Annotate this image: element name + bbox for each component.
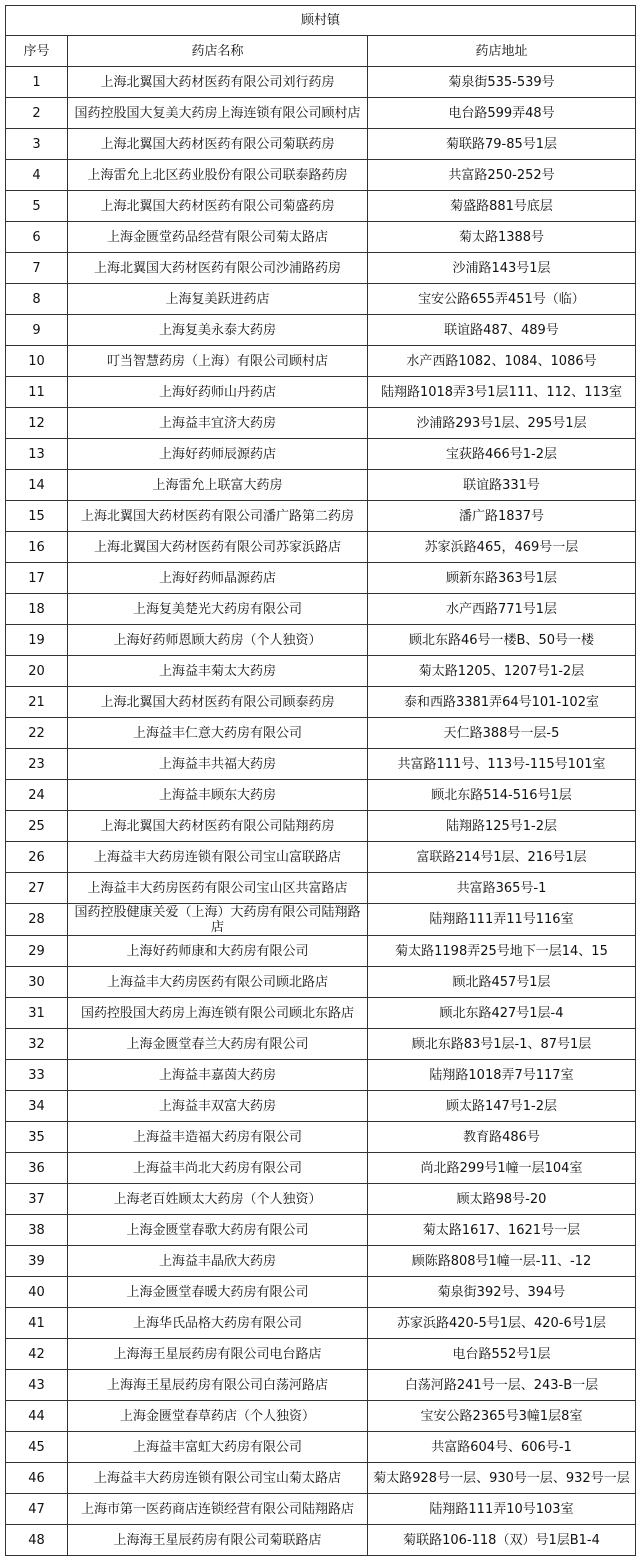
pharmacy-address: 白荡河路241号一层、243-B一层 — [368, 1370, 636, 1401]
row-index: 40 — [6, 1277, 68, 1308]
pharmacy-address: 菊联路106-118（双）号1层B1-4 — [368, 1525, 636, 1556]
row-index: 33 — [6, 1060, 68, 1091]
pharmacy-name: 上海益丰大药房连锁有限公司宝山富联路店 — [68, 842, 368, 873]
pharmacy-name: 上海益丰宜济大药房 — [68, 408, 368, 439]
row-index: 48 — [6, 1525, 68, 1556]
pharmacy-address: 顾太路147号1-2层 — [368, 1091, 636, 1122]
row-index: 34 — [6, 1091, 68, 1122]
pharmacy-name: 上海老百姓顾太大药房（个人独资） — [68, 1184, 368, 1215]
table-row — [6, 1370, 636, 1401]
pharmacy-address: 共富路250-252号 — [368, 160, 636, 191]
pharmacy-address: 顾北东路83号1层-1、87号1层 — [368, 1029, 636, 1060]
pharmacy-address: 沙浦路143号1层 — [368, 253, 636, 284]
table-row — [6, 1246, 636, 1277]
pharmacy-name: 上海复美楚光大药房有限公司 — [68, 594, 368, 625]
pharmacy-name: 上海北翼国大药材医药有限公司苏家浜路店 — [68, 532, 368, 563]
row-index: 16 — [6, 532, 68, 563]
row-index: 18 — [6, 594, 68, 625]
table-row — [6, 1401, 636, 1432]
table-row — [6, 563, 636, 594]
pharmacy-name: 上海好药师辰源药店 — [68, 439, 368, 470]
row-index: 28 — [6, 904, 68, 936]
pharmacy-name: 叮当智慧药房（上海）有限公司顾村店 — [68, 346, 368, 377]
table-row — [6, 1184, 636, 1215]
row-index: 5 — [6, 191, 68, 222]
row-index: 42 — [6, 1339, 68, 1370]
pharmacy-name: 上海金匮堂春暖大药房有限公司 — [68, 1277, 368, 1308]
pharmacy-name: 上海益丰尚北大药房有限公司 — [68, 1153, 368, 1184]
table-row — [6, 967, 636, 998]
pharmacy-address: 菊太路1205、1207号1-2层 — [368, 656, 636, 687]
row-index: 17 — [6, 563, 68, 594]
pharmacy-name: 上海北翼国大药材医药有限公司刘行药房 — [68, 67, 368, 98]
pharmacy-address: 共富路365号-1 — [368, 873, 636, 904]
pharmacy-address: 陆翔路111弄10号103室 — [368, 1494, 636, 1525]
row-index: 25 — [6, 811, 68, 842]
table-row — [6, 253, 636, 284]
pharmacy-address: 菊联路79-85号1层 — [368, 129, 636, 160]
pharmacy-name: 上海益丰嘉茵大药房 — [68, 1060, 368, 1091]
pharmacy-name: 上海益丰大药房连锁有限公司宝山菊太路店 — [68, 1463, 368, 1494]
table-row — [6, 160, 636, 191]
row-index: 13 — [6, 439, 68, 470]
table-row — [6, 656, 636, 687]
row-index: 46 — [6, 1463, 68, 1494]
table-row — [6, 998, 636, 1029]
pharmacy-address: 富联路214号1层、216号1层 — [368, 842, 636, 873]
pharmacy-name: 上海复美跃进药店 — [68, 284, 368, 315]
header-row — [6, 36, 636, 67]
header-name: 药店名称 — [68, 36, 368, 67]
pharmacy-address: 联谊路487、489号 — [368, 315, 636, 346]
row-index: 4 — [6, 160, 68, 191]
row-index: 24 — [6, 780, 68, 811]
pharmacy-name: 上海海王星辰药房有限公司菊联路店 — [68, 1525, 368, 1556]
pharmacy-name: 上海金匮堂春草药店（个人独资） — [68, 1401, 368, 1432]
table-row — [6, 1277, 636, 1308]
pharmacy-address: 菊泉街535-539号 — [368, 67, 636, 98]
pharmacy-address: 泰和西路3381弄64号101-102室 — [368, 687, 636, 718]
pharmacy-table — [5, 5, 636, 1556]
table-row — [6, 1432, 636, 1463]
table-row — [6, 470, 636, 501]
table-row — [6, 811, 636, 842]
pharmacy-address: 苏家浜路465，469号一层 — [368, 532, 636, 563]
row-index: 43 — [6, 1370, 68, 1401]
table-row — [6, 315, 636, 346]
table-row — [6, 718, 636, 749]
row-index: 45 — [6, 1432, 68, 1463]
pharmacy-name: 上海复美永泰大药房 — [68, 315, 368, 346]
table-row — [6, 904, 636, 936]
pharmacy-address: 沙浦路293号1层、295号1层 — [368, 408, 636, 439]
table-row — [6, 749, 636, 780]
row-index: 1 — [6, 67, 68, 98]
table-row — [6, 1339, 636, 1370]
pharmacy-address: 陆翔路111弄11号116室 — [368, 904, 636, 936]
row-index: 37 — [6, 1184, 68, 1215]
table-row — [6, 408, 636, 439]
table-body — [6, 67, 636, 1556]
pharmacy-name: 上海金匮堂春歌大药房有限公司 — [68, 1215, 368, 1246]
row-index: 22 — [6, 718, 68, 749]
header-index: 序号 — [6, 36, 68, 67]
pharmacy-name: 上海益丰菊太大药房 — [68, 656, 368, 687]
table-row — [6, 98, 636, 129]
table-row — [6, 842, 636, 873]
pharmacy-name: 上海益丰大药房医药有限公司顾北路店 — [68, 967, 368, 998]
pharmacy-name: 上海好药师康和大药房有限公司 — [68, 936, 368, 967]
table-row — [6, 1153, 636, 1184]
row-index: 39 — [6, 1246, 68, 1277]
row-index: 41 — [6, 1308, 68, 1339]
pharmacy-address: 菊泉街392号、394号 — [368, 1277, 636, 1308]
pharmacy-address: 顾陈路808号1幢一层-11、-12 — [368, 1246, 636, 1277]
table-row — [6, 625, 636, 656]
pharmacy-name: 上海益丰共福大药房 — [68, 749, 368, 780]
row-index: 19 — [6, 625, 68, 656]
pharmacy-name: 国药控股健康关爱（上海）大药房有限公司陆翔路店 — [68, 904, 368, 936]
row-index: 32 — [6, 1029, 68, 1060]
row-index: 20 — [6, 656, 68, 687]
pharmacy-name: 上海市第一医药商店连锁经营有限公司陆翔路店 — [68, 1494, 368, 1525]
header-address: 药店地址 — [368, 36, 636, 67]
pharmacy-address: 菊盛路881号底层 — [368, 191, 636, 222]
pharmacy-name: 上海金匮堂药品经营有限公司菊太路店 — [68, 222, 368, 253]
row-index: 10 — [6, 346, 68, 377]
row-index: 7 — [6, 253, 68, 284]
pharmacy-address: 共富路604号、606号-1 — [368, 1432, 636, 1463]
pharmacy-address: 陆翔路1018弄7号117室 — [368, 1060, 636, 1091]
row-index: 15 — [6, 501, 68, 532]
pharmacy-name: 上海北翼国大药材医药有限公司菊盛药房 — [68, 191, 368, 222]
pharmacy-name: 上海北翼国大药材医药有限公司潘广路第二药房 — [68, 501, 368, 532]
row-index: 35 — [6, 1122, 68, 1153]
pharmacy-name: 上海益丰大药房医药有限公司宝山区共富路店 — [68, 873, 368, 904]
pharmacy-address: 顾太路98号-20 — [368, 1184, 636, 1215]
pharmacy-address: 宝安公路2365号3幢1层8室 — [368, 1401, 636, 1432]
row-index: 21 — [6, 687, 68, 718]
table-row — [6, 1494, 636, 1525]
row-index: 47 — [6, 1494, 68, 1525]
row-index: 26 — [6, 842, 68, 873]
row-index: 36 — [6, 1153, 68, 1184]
pharmacy-name: 上海雷允上联富大药房 — [68, 470, 368, 501]
row-index: 12 — [6, 408, 68, 439]
pharmacy-address: 电台路599弄48号 — [368, 98, 636, 129]
pharmacy-address: 尚北路299号1幢一层104室 — [368, 1153, 636, 1184]
table-row — [6, 501, 636, 532]
pharmacy-address: 陆翔路1018弄3号1层111、112、113室 — [368, 377, 636, 408]
pharmacy-name: 上海好药师晶源药店 — [68, 563, 368, 594]
row-index: 8 — [6, 284, 68, 315]
row-index: 2 — [6, 98, 68, 129]
table-row — [6, 1029, 636, 1060]
row-index: 31 — [6, 998, 68, 1029]
pharmacy-name: 上海益丰造福大药房有限公司 — [68, 1122, 368, 1153]
pharmacy-address: 联谊路331号 — [368, 470, 636, 501]
row-index: 30 — [6, 967, 68, 998]
table-row — [6, 377, 636, 408]
pharmacy-address: 顾北路457号1层 — [368, 967, 636, 998]
row-index: 11 — [6, 377, 68, 408]
table-title: 顾村镇 — [6, 6, 636, 36]
pharmacy-address: 宝荻路466号1-2层 — [368, 439, 636, 470]
pharmacy-name: 上海益丰仁意大药房有限公司 — [68, 718, 368, 749]
pharmacy-name: 上海益丰晶欣大药房 — [68, 1246, 368, 1277]
pharmacy-name: 上海北翼国大药材医药有限公司顾泰药房 — [68, 687, 368, 718]
row-index: 14 — [6, 470, 68, 501]
pharmacy-name: 上海华氏品格大药房有限公司 — [68, 1308, 368, 1339]
pharmacy-name: 上海益丰双富大药房 — [68, 1091, 368, 1122]
table-row — [6, 222, 636, 253]
pharmacy-address: 水产西路771号1层 — [368, 594, 636, 625]
table-row — [6, 1463, 636, 1494]
pharmacy-address: 菊太路1198弄25号地下一层14、15 — [368, 936, 636, 967]
pharmacy-address: 顾北东路514-516号1层 — [368, 780, 636, 811]
pharmacy-name: 上海海王星辰药房有限公司白荡河路店 — [68, 1370, 368, 1401]
pharmacy-address: 宝安公路655弄451号（临） — [368, 284, 636, 315]
pharmacy-name: 上海益丰富虹大药房有限公司 — [68, 1432, 368, 1463]
table-row — [6, 67, 636, 98]
pharmacy-address: 顾北东路46号一楼B、50号一楼 — [368, 625, 636, 656]
pharmacy-address: 菊太路1388号 — [368, 222, 636, 253]
pharmacy-name: 上海北翼国大药材医药有限公司菊联药房 — [68, 129, 368, 160]
pharmacy-name: 国药控股国大复美大药房上海连锁有限公司顾村店 — [68, 98, 368, 129]
table-row — [6, 1060, 636, 1091]
table-row — [6, 439, 636, 470]
row-index: 27 — [6, 873, 68, 904]
row-index: 23 — [6, 749, 68, 780]
table-row — [6, 1308, 636, 1339]
pharmacy-name: 上海雷允上北区药业股份有限公司联泰路药房 — [68, 160, 368, 191]
pharmacy-address: 苏家浜路420-5号1层、420-6号1层 — [368, 1308, 636, 1339]
table-row — [6, 346, 636, 377]
pharmacy-address: 共富路111号、113号-115号101室 — [368, 749, 636, 780]
pharmacy-address: 天仁路388号一层-5 — [368, 718, 636, 749]
title-row — [6, 6, 636, 36]
pharmacy-address: 菊太路1617、1621号一层 — [368, 1215, 636, 1246]
pharmacy-address: 菊太路928号一层、930号一层、932号一层 — [368, 1463, 636, 1494]
pharmacy-name: 上海北翼国大药材医药有限公司陆翔药房 — [68, 811, 368, 842]
pharmacy-name: 上海好药师恩顾大药房（个人独资） — [68, 625, 368, 656]
table-row — [6, 1215, 636, 1246]
pharmacy-name: 上海海王星辰药房有限公司电台路店 — [68, 1339, 368, 1370]
row-index: 38 — [6, 1215, 68, 1246]
row-index: 3 — [6, 129, 68, 160]
pharmacy-address: 顾新东路363号1层 — [368, 563, 636, 594]
pharmacy-address: 水产西路1082、1084、1086号 — [368, 346, 636, 377]
table-row — [6, 1122, 636, 1153]
pharmacy-address: 顾北东路427号1层-4 — [368, 998, 636, 1029]
table-row — [6, 780, 636, 811]
row-index: 6 — [6, 222, 68, 253]
table-row — [6, 532, 636, 563]
row-index: 44 — [6, 1401, 68, 1432]
table-row — [6, 284, 636, 315]
pharmacy-name: 国药控股国大药房上海连锁有限公司顾北东路店 — [68, 998, 368, 1029]
pharmacy-address: 教育路486号 — [368, 1122, 636, 1153]
pharmacy-name: 上海金匮堂春兰大药房有限公司 — [68, 1029, 368, 1060]
table-row — [6, 1091, 636, 1122]
row-index: 29 — [6, 936, 68, 967]
table-row — [6, 873, 636, 904]
pharmacy-address: 电台路552号1层 — [368, 1339, 636, 1370]
table-row — [6, 129, 636, 160]
row-index: 9 — [6, 315, 68, 346]
pharmacy-name: 上海好药师山丹药店 — [68, 377, 368, 408]
table-row — [6, 191, 636, 222]
pharmacy-address: 陆翔路125号1-2层 — [368, 811, 636, 842]
pharmacy-name: 上海北翼国大药材医药有限公司沙浦路药房 — [68, 253, 368, 284]
table-row — [6, 594, 636, 625]
pharmacy-address: 潘广路1837号 — [368, 501, 636, 532]
table-row — [6, 936, 636, 967]
table-row — [6, 1525, 636, 1556]
pharmacy-name: 上海益丰顾东大药房 — [68, 780, 368, 811]
table-row — [6, 687, 636, 718]
